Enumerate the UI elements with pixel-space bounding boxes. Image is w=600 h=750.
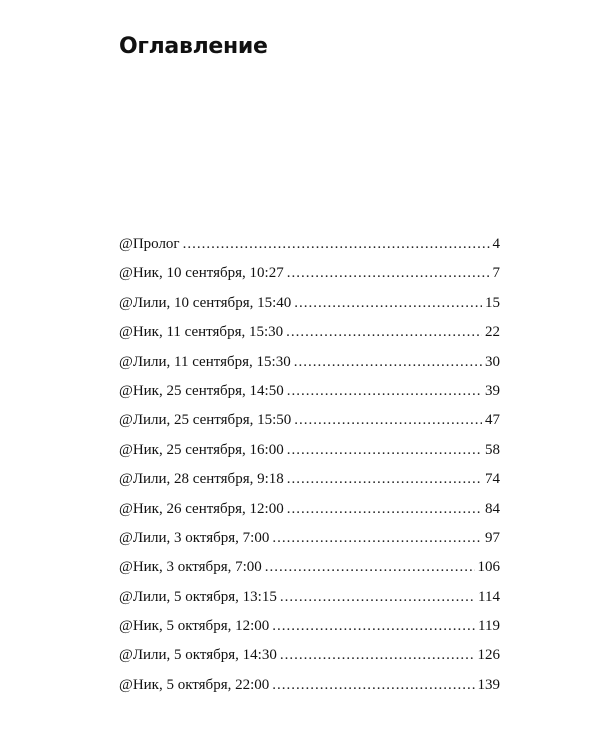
toc-dot-leader — [286, 324, 482, 341]
toc-entry-page: 139 — [477, 676, 500, 693]
toc-entry-title: @Лили, 11 сентября, 15:30 — [119, 353, 291, 370]
toc-entry-title: @Ник, 3 октября, 7:00 — [119, 559, 262, 576]
toc-dot-leader — [287, 501, 482, 518]
toc-entry-page: 126 — [477, 647, 500, 664]
toc-dot-leader — [265, 559, 475, 576]
toc-entry[interactable] — [119, 354, 500, 383]
toc-dot-leader — [287, 442, 482, 459]
toc-entry-title: @Ник, 25 сентября, 16:00 — [119, 441, 284, 458]
toc-entry-title: @Лили, 5 октября, 13:15 — [119, 588, 277, 605]
toc-entry-page: 47 — [485, 412, 500, 429]
toc-entry-title: @Ник, 5 октября, 12:00 — [119, 618, 270, 635]
page-title: Оглавление — [119, 34, 268, 59]
toc-dot-leader — [183, 236, 490, 253]
toc-dot-leader — [280, 647, 475, 664]
toc-entry[interactable] — [119, 295, 500, 324]
toc-entry-title: @Ник, 25 сентября, 14:50 — [119, 382, 284, 399]
toc-dot-leader — [272, 530, 482, 547]
toc-dot-leader — [272, 618, 475, 635]
toc-entry-page: 58 — [485, 441, 500, 458]
toc-entry[interactable] — [119, 265, 500, 294]
toc-entry[interactable] — [119, 530, 500, 559]
toc-entry-title: @Ник, 11 сентября, 15:30 — [119, 324, 284, 341]
toc-entry-title: @Ник, 26 сентября, 12:00 — [119, 500, 284, 517]
toc-entry[interactable] — [119, 383, 500, 412]
toc-entry[interactable] — [119, 677, 500, 706]
toc-dot-leader — [294, 295, 482, 312]
toc-dot-leader — [287, 383, 482, 400]
toc-entry-title: @Лили, 5 октября, 14:30 — [119, 647, 277, 664]
toc-entry[interactable] — [119, 647, 500, 676]
toc-entry[interactable] — [119, 559, 500, 588]
toc-entry-title: @Лили, 25 сентября, 15:50 — [119, 412, 292, 429]
toc-entry[interactable] — [119, 589, 500, 618]
toc-dot-leader — [287, 471, 482, 488]
toc-entry-title: @Лили, 28 сентября, 9:18 — [119, 471, 284, 488]
table-of-contents — [119, 236, 500, 706]
toc-entry-page: 84 — [485, 500, 500, 517]
toc-dot-leader — [287, 265, 490, 282]
toc-entry-title: @Лили, 3 октября, 7:00 — [119, 529, 270, 546]
toc-entry-page: 4 — [492, 236, 500, 252]
toc-entry-page: 39 — [485, 382, 500, 399]
toc-entry[interactable] — [119, 501, 500, 530]
toc-entry[interactable] — [119, 236, 500, 265]
toc-entry-page: 97 — [485, 529, 500, 546]
toc-entry-page: 15 — [485, 294, 500, 311]
toc-entry-page: 119 — [478, 618, 500, 635]
toc-entry-title: @Ник, 5 октября, 22:00 — [119, 676, 270, 693]
toc-entry-title: @Лили, 10 сентября, 15:40 — [119, 294, 292, 311]
toc-entry[interactable] — [119, 471, 500, 500]
toc-entry[interactable] — [119, 324, 500, 353]
toc-entry-title: @Ник, 10 сентября, 10:27 — [119, 265, 284, 282]
toc-entry-title: @Пролог — [119, 236, 180, 252]
toc-dot-leader — [294, 354, 482, 371]
toc-entry-page: 106 — [477, 559, 500, 576]
toc-entry-page: 22 — [485, 324, 500, 341]
toc-dot-leader — [294, 412, 482, 429]
toc-entry[interactable] — [119, 618, 500, 647]
toc-entry[interactable] — [119, 442, 500, 471]
toc-entry-page: 30 — [485, 353, 500, 370]
toc-dot-leader — [280, 589, 475, 606]
toc-entry-page: 7 — [492, 265, 500, 282]
toc-entry[interactable] — [119, 412, 500, 441]
toc-entry-page: 114 — [478, 588, 500, 605]
toc-entry-page: 74 — [485, 471, 500, 488]
toc-dot-leader — [272, 677, 474, 694]
